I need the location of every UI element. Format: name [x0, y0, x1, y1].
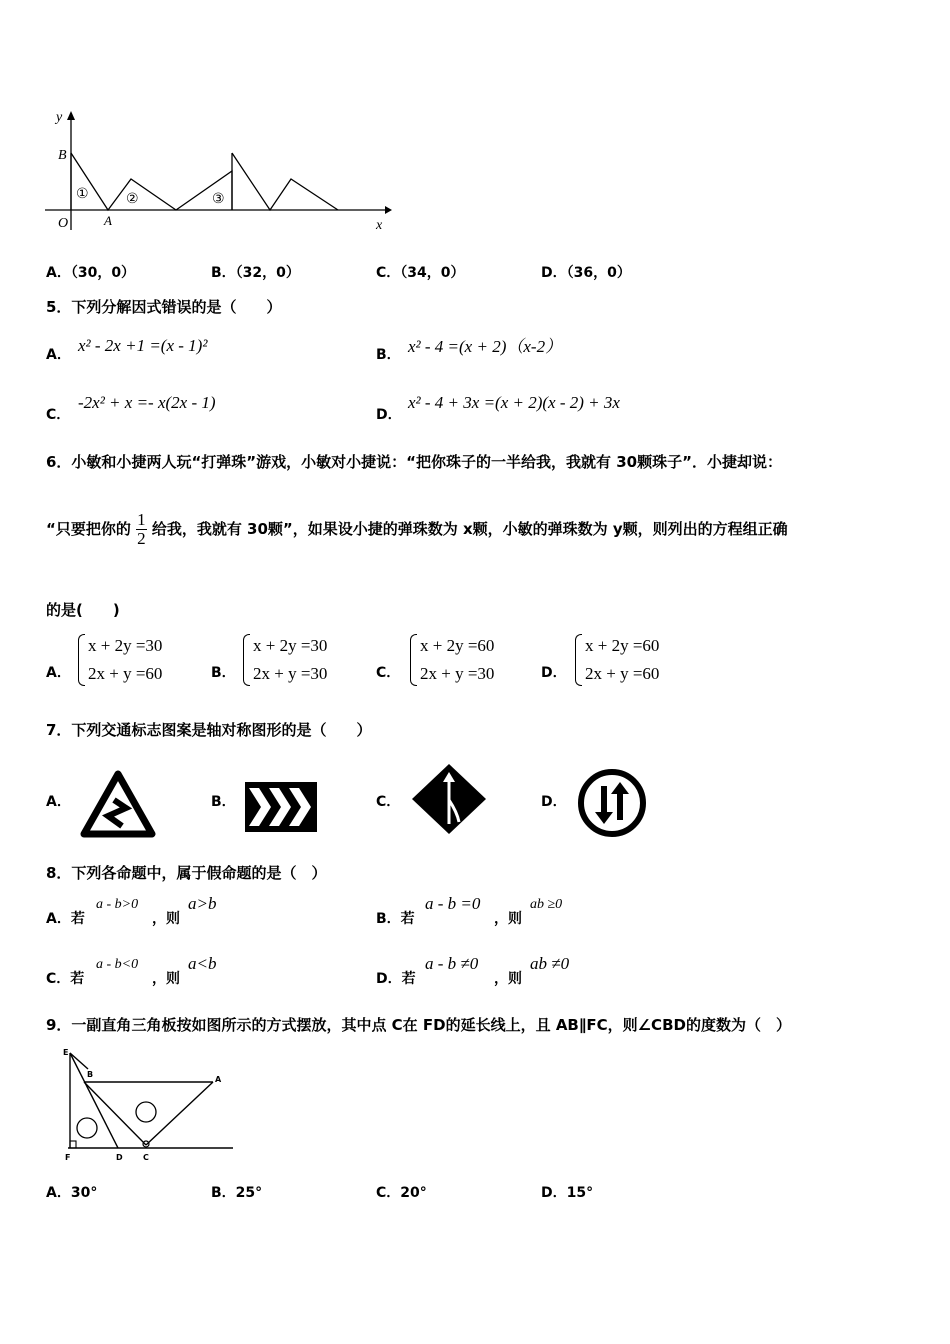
q8-c-condition: a - b<0	[96, 957, 139, 972]
q9-label-c: C	[143, 1153, 149, 1162]
q7-merge-sign	[409, 762, 489, 836]
q6-d-eq1: x + 2y =60	[585, 636, 660, 655]
q5-option-a-label[interactable]: A．	[46, 347, 71, 363]
q6-fraction-den: 2	[137, 529, 146, 548]
q9-label-e: E	[63, 1048, 69, 1057]
q4-option-c[interactable]: C．（34，0）	[376, 265, 465, 281]
q7-option-b[interactable]: B．	[211, 794, 236, 810]
q5-option-d-expr: x² - 4 + 3x =(x + 2)(x - 2) + 3x	[408, 393, 620, 412]
q6-option-d-system	[575, 632, 659, 688]
q6-b-eq2: 2x + y =30	[253, 664, 328, 683]
q9-triangle-figure	[58, 1045, 238, 1165]
q4-x-label: x	[376, 218, 383, 233]
q5-option-c-label[interactable]: C．	[46, 407, 71, 423]
q6-fraction-num: 1	[137, 510, 146, 529]
q5-option-d-label[interactable]: D．	[376, 407, 402, 423]
q6-b-eq1: x + 2y =30	[253, 636, 328, 655]
q7-winding-road-sign	[80, 770, 156, 838]
q8-b-result: ab ≥0	[530, 897, 563, 912]
q6-line2-pre: “只要把你的	[46, 520, 131, 538]
q4-a-label: A	[104, 213, 112, 228]
q9-option-a[interactable]: A．30°	[46, 1185, 98, 1201]
q6-stem-line1: 6．小敏和小捷两人玩“打弹珠”游戏，小敏对小捷说：“把你珠子的一半给我，我就有 30颗珠子”．小捷却说：	[46, 453, 782, 471]
q9-label-a: A	[215, 1075, 222, 1084]
q7-two-way-traffic-sign	[577, 768, 647, 838]
q6-c-eq1: x + 2y =60	[420, 636, 495, 655]
q8-option-a-label[interactable]: A．若	[46, 911, 85, 927]
q8-a-condition: a - b>0	[96, 897, 139, 912]
q6-stem-line2	[46, 511, 788, 548]
q9-option-b[interactable]: B．25°	[211, 1185, 263, 1201]
q4-o-label: O	[58, 216, 69, 231]
q6-option-a-label[interactable]: A．	[46, 665, 71, 681]
q4-b-label: B	[58, 148, 67, 163]
q7-option-c[interactable]: C．	[376, 794, 401, 810]
q6-option-b-system	[243, 632, 327, 688]
q9-option-c[interactable]: C．20°	[376, 1185, 427, 1201]
q5-option-a-expr: x² - 2x +1 =(x - 1)²	[78, 336, 208, 355]
q4-y-label: y	[56, 110, 63, 125]
q6-line2-post: 给我，我就有 30颗”，如果设小捷的弹珠数为 x颗，小敏的弹珠数为 y颗，则列出的方程组正确	[151, 520, 788, 538]
q4-circle-3: ③	[212, 191, 225, 207]
q8-b-then: ，则	[494, 911, 522, 927]
q8-c-result: a<b	[188, 954, 217, 973]
q6-option-c-system	[410, 632, 494, 688]
q4-option-a[interactable]: A．（30，0）	[46, 265, 136, 281]
q5-option-b-label[interactable]: B．	[376, 347, 401, 363]
q5-stem: 5．下列分解因式错误的是（ ）	[46, 298, 282, 316]
q8-stem: 8．下列各命题中，属于假命题的是（ ）	[46, 864, 327, 882]
q4-graph-figure	[40, 105, 400, 235]
q5-option-b-expr: x² - 4 =(x + 2)（x-2）	[408, 337, 563, 356]
q4-option-d[interactable]: D．（36，0）	[541, 265, 631, 281]
q6-fraction	[136, 511, 147, 548]
q9-label-f: F	[65, 1153, 71, 1162]
q8-d-condition: a - b ≠0	[425, 954, 479, 973]
q8-option-b-label[interactable]: B．若	[376, 911, 415, 927]
q8-c-then: ，则	[152, 971, 180, 987]
q8-d-result: ab ≠0	[530, 954, 570, 973]
q4-circle-1: ①	[76, 186, 89, 202]
q9-label-d: D	[116, 1153, 123, 1162]
q9-label-b: B	[87, 1070, 94, 1079]
q8-option-c-label[interactable]: C．若	[46, 971, 85, 987]
q6-c-eq2: 2x + y =30	[420, 664, 495, 683]
q7-chevron-sign	[245, 782, 317, 832]
q8-d-then: ，则	[494, 971, 522, 987]
q4-option-b[interactable]: B．（32，0）	[211, 265, 300, 281]
q6-option-c-label[interactable]: C．	[376, 665, 401, 681]
q8-a-result: a>b	[188, 894, 217, 913]
q7-stem: 7．下列交通标志图案是轴对称图形的是（ ）	[46, 721, 372, 739]
q6-option-b-label[interactable]: B．	[211, 665, 236, 681]
q9-option-d[interactable]: D．15°	[541, 1185, 594, 1201]
q6-a-eq1: x + 2y =30	[88, 636, 163, 655]
q7-option-a[interactable]: A．	[46, 794, 71, 810]
q6-option-d-label[interactable]: D．	[541, 665, 567, 681]
q6-d-eq2: 2x + y =60	[585, 664, 660, 683]
q8-a-then: ，则	[152, 911, 180, 927]
q8-option-d-label[interactable]: D．若	[376, 971, 416, 987]
q4-circle-2: ②	[126, 191, 139, 207]
q5-option-c-expr: -2x² + x =- x(2x - 1)	[78, 393, 216, 412]
q8-b-condition: a - b =0	[425, 894, 481, 913]
q7-option-d[interactable]: D．	[541, 794, 567, 810]
q6-stem-line3: 的是( )	[46, 601, 120, 619]
q6-option-a-system	[78, 632, 162, 688]
q6-a-eq2: 2x + y =60	[88, 664, 163, 683]
q9-stem: 9．一副直角三角板按如图所示的方式摆放，其中点 C在 FD的延长线上，且 AB∥FC，则∠CBD的度数为（ ）	[46, 1016, 791, 1034]
